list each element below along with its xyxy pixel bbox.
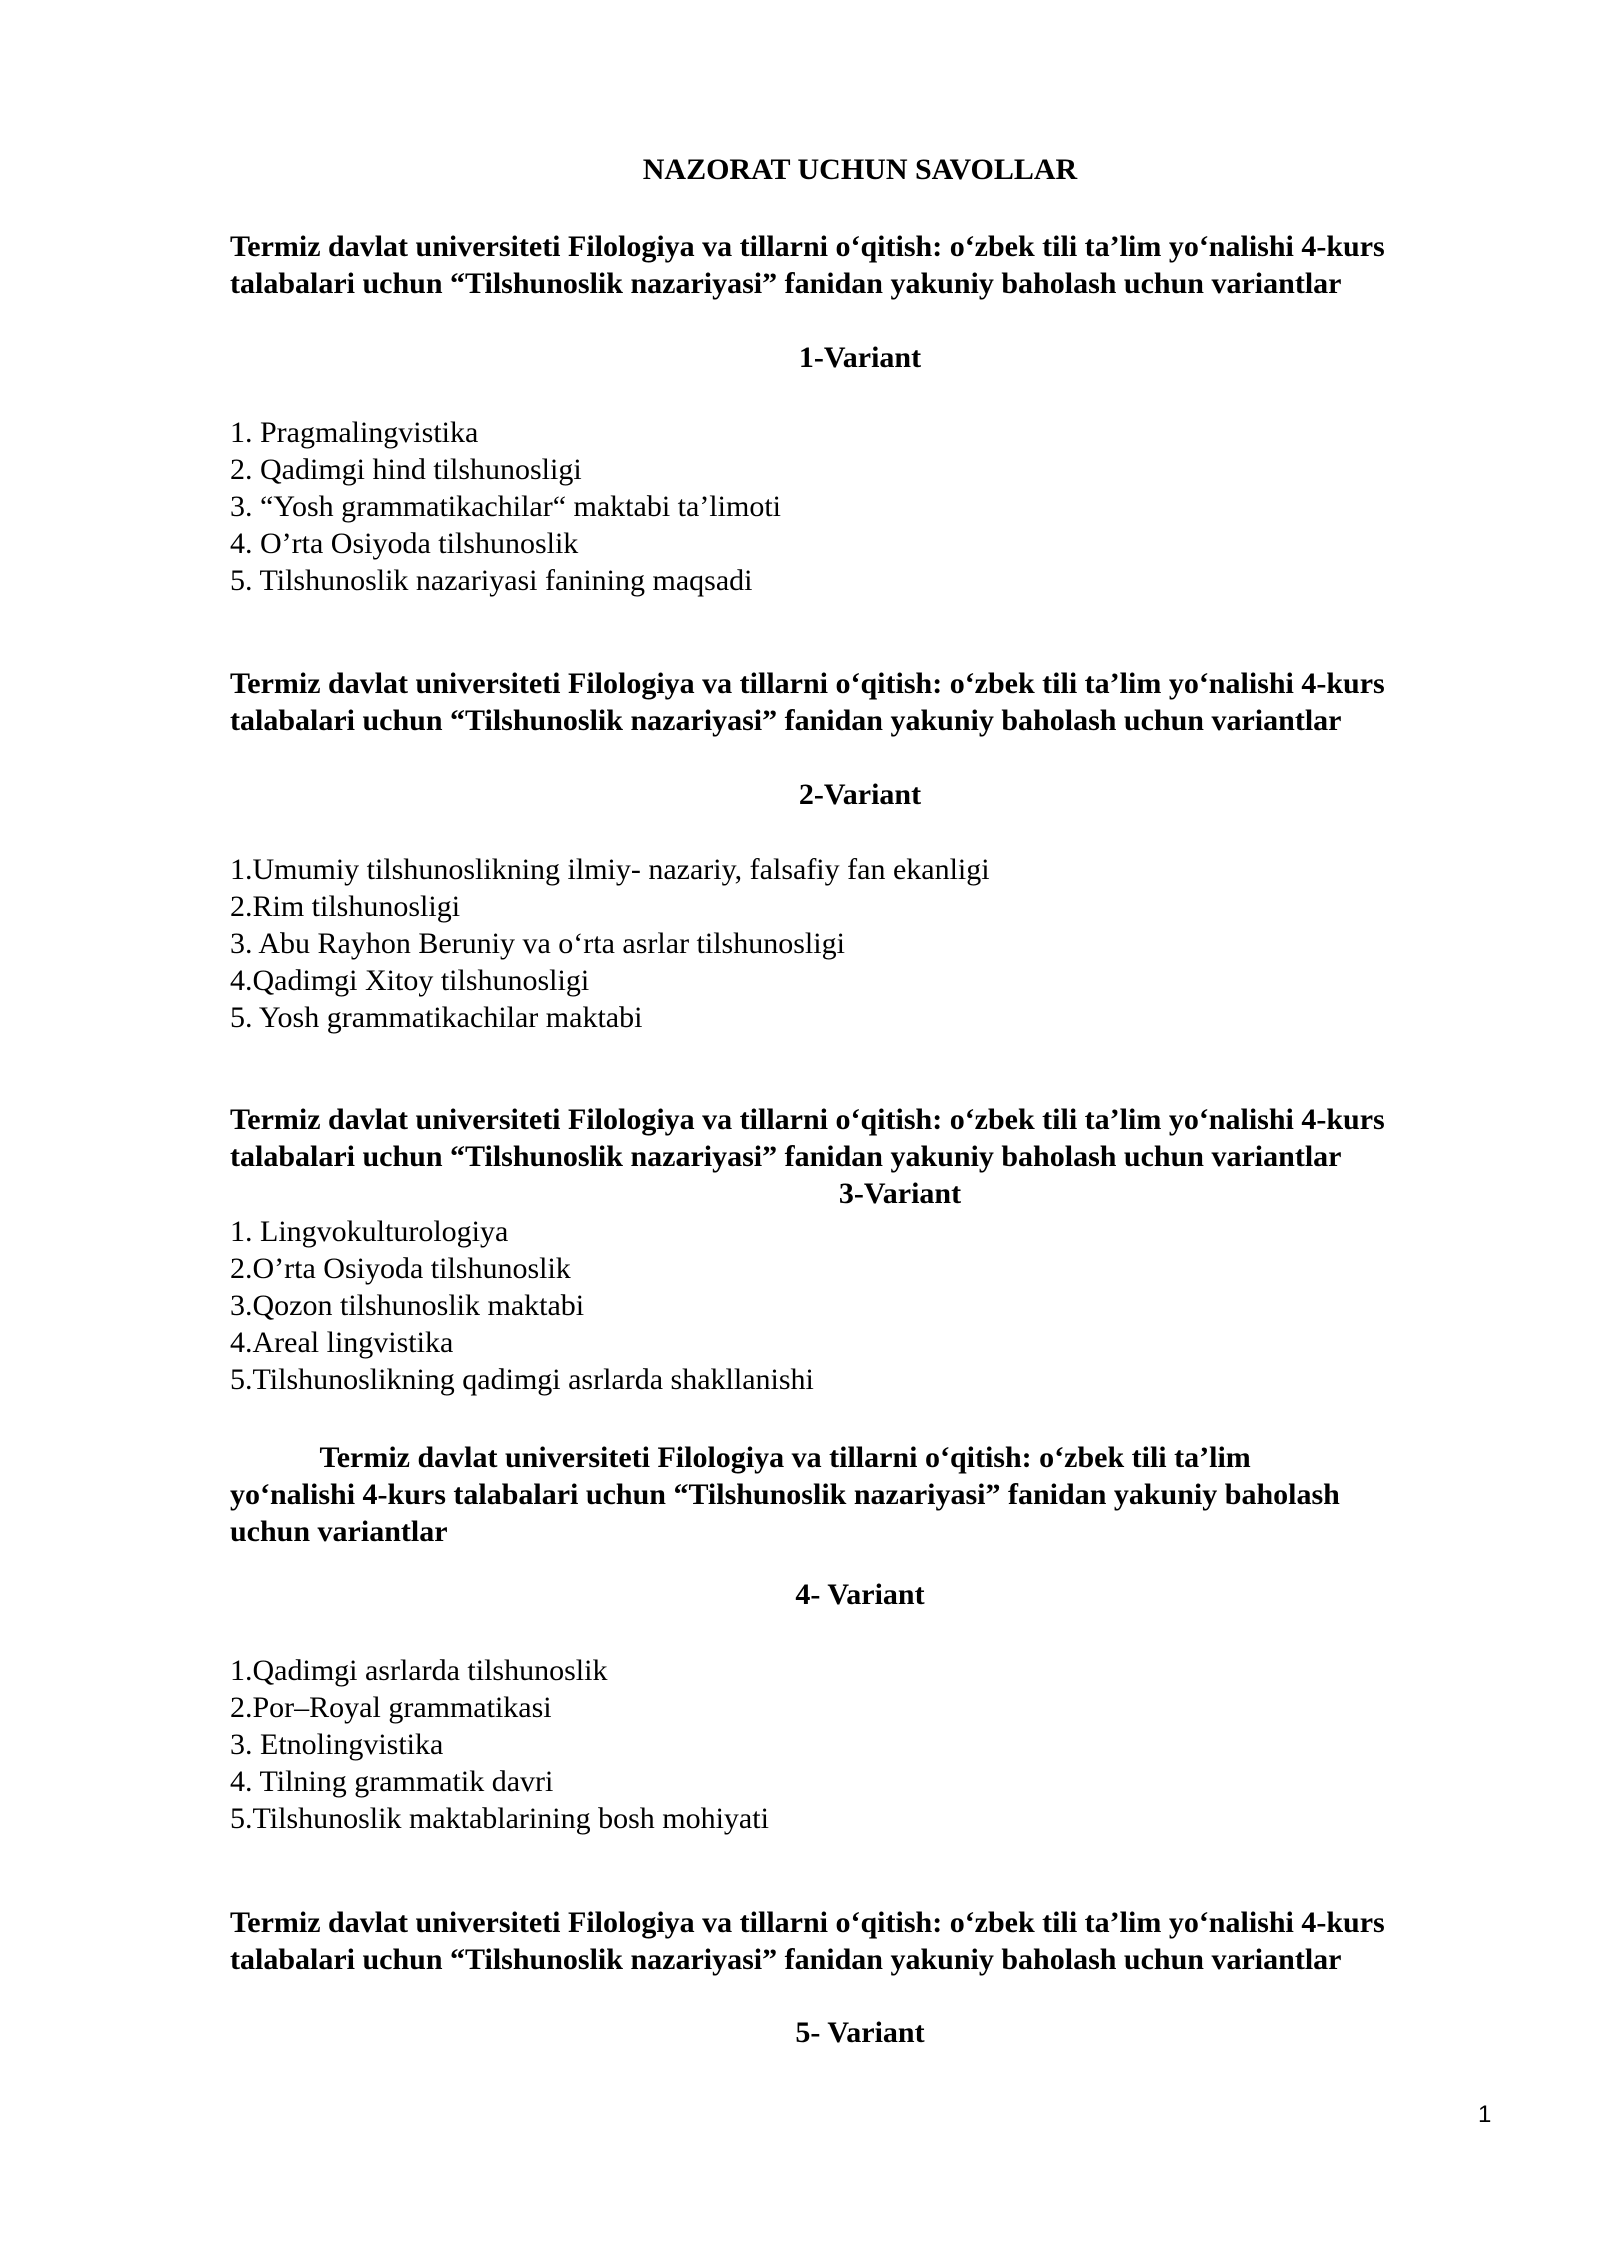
list-item: 1.Umumiy tilshunoslikning ilmiy- nazariy, falsafiy fan ekanligi: [230, 853, 990, 886]
section-heading: [230, 1101, 1530, 1175]
list-item: 3. “Yosh grammatikachilar“ maktabi ta’limoti: [230, 490, 781, 523]
list-item: 5.Tilshunoslikning qadimgi asrlarda shakllanishi: [230, 1363, 814, 1396]
heading-line: talabalari uchun “Tilshunoslik nazariyasi” fanidan yakuniy baholash uchun variantlar: [230, 704, 1342, 737]
list-item: 3. Abu Rayhon Beruniy va o‘rta asrlar tilshunosligi: [230, 927, 845, 960]
list-item: 1. Pragmalingvistika: [230, 416, 479, 449]
list-item: 4. Tilning grammatik davri: [230, 1765, 554, 1798]
section-heading: [230, 228, 1530, 302]
list-item: 4. O’rta Osiyoda tilshunoslik: [230, 527, 579, 560]
list-item: 2.Por–Royal grammatikasi: [230, 1691, 552, 1724]
list-item: 4.Areal lingvistika: [230, 1326, 454, 1359]
list-item: 3.Qozon tilshunoslik maktabi: [230, 1289, 585, 1322]
heading-line: Termiz davlat universiteti Filologiya va tillarni o‘qitish: o‘zbek tili ta’lim yo‘nalishi 4-kurs: [230, 667, 1385, 700]
page-number: 1: [1478, 2101, 1492, 2128]
heading-line: talabalari uchun “Tilshunoslik nazariyasi” fanidan yakuniy baholash uchun variantlar: [230, 267, 1342, 300]
heading-line: yo‘nalishi 4-kurs talabalari uchun “Tilshunoslik nazariyasi” fanidan yakuniy baholash: [230, 1478, 1340, 1511]
heading-line: Termiz davlat universiteti Filologiya va tillarni o‘qitish: o‘zbek tili ta’lim: [230, 1441, 1251, 1474]
question-list: [230, 1652, 769, 1837]
variant-label: 2-Variant: [798, 778, 922, 811]
list-item: 1. Lingvokulturologiya: [230, 1215, 509, 1248]
list-item: 2. Qadimgi hind tilshunosligi: [230, 453, 582, 486]
list-item: 4.Qadimgi Xitoy tilshunosligi: [230, 964, 590, 997]
question-list: [230, 1213, 814, 1398]
section-heading: [230, 1439, 1530, 1550]
variant-label: 5- Variant: [795, 2016, 925, 2049]
section-heading: [230, 1904, 1530, 1978]
variant-label: 3-Variant: [838, 1177, 962, 1210]
heading-line: Termiz davlat universiteti Filologiya va tillarni o‘qitish: o‘zbek tili ta’lim yo‘nalishi 4-kurs: [230, 1906, 1385, 1939]
list-item: 5. Yosh grammatikachilar maktabi: [230, 1001, 643, 1034]
question-list: [230, 414, 781, 599]
question-list: [230, 851, 990, 1036]
list-item: 2.O’rta Osiyoda tilshunoslik: [230, 1252, 571, 1285]
heading-line: Termiz davlat universiteti Filologiya va tillarni o‘qitish: o‘zbek tili ta’lim yo‘nalishi 4-kurs: [230, 230, 1385, 263]
list-item: 1.Qadimgi asrlarda tilshunoslik: [230, 1654, 608, 1687]
document-title: NAZORAT UCHUN SAVOLLAR: [642, 153, 1078, 186]
section-heading: [230, 665, 1530, 739]
list-item: 5.Tilshunoslik maktablarining bosh mohiyati: [230, 1802, 769, 1835]
list-item: 3. Etnolingvistika: [230, 1728, 444, 1761]
heading-line: Termiz davlat universiteti Filologiya va tillarni o‘qitish: o‘zbek tili ta’lim yo‘nalishi 4-kurs: [230, 1103, 1385, 1136]
heading-line: talabalari uchun “Tilshunoslik nazariyasi” fanidan yakuniy baholash uchun variantlar: [230, 1140, 1342, 1173]
variant-label: 1-Variant: [798, 341, 922, 374]
variant-label: 4- Variant: [795, 1578, 925, 1611]
list-item: 5. Tilshunoslik nazariyasi fanining maqsadi: [230, 564, 753, 597]
heading-line: uchun variantlar: [230, 1515, 448, 1548]
heading-line: talabalari uchun “Tilshunoslik nazariyasi” fanidan yakuniy baholash uchun variantlar: [230, 1943, 1342, 1976]
list-item: 2.Rim tilshunosligi: [230, 890, 461, 923]
